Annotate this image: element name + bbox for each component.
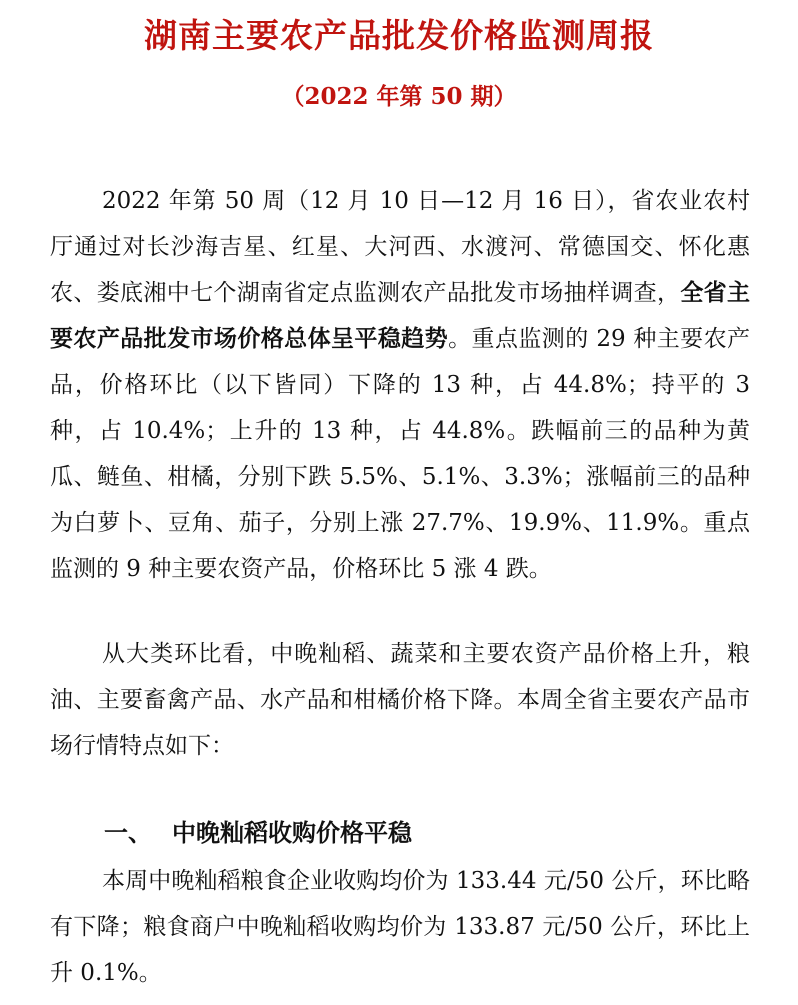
- section-heading-rice: [104, 813, 412, 853]
- report-title: 湖南主要农产品批发价格监测周报: [144, 16, 654, 55]
- section-heading-number: 一、: [104, 818, 152, 847]
- rice-price-paragraph: 本周中晚籼稻粮食企业收购均价为 133.44 元/50 公斤，环比略有下降；粮食商户中晚籼稻收购均价为 133.87 元/50 公斤，环比上升 0.1%。: [50, 868, 750, 986]
- summary-detail-text: 。重点监测的 29 种主要农产品，价格环比（以下皆同）下降的 13 种，占 44.8%；持平的 3 种，占 10.4%；上升的 13 种，占 44.8%。跌幅前三的品种为黄瓜、鲢鱼、柑橘，分别下跌 5.5%、5.1%、3.3%；涨幅前三的品种为白萝卜、豆角、茄子，分别上涨 27.7%、19.9%、11.9%。重点监测的 9 种主要农资产品，价格环比 5 涨 4 跌。: [50, 326, 751, 582]
- section-heading-title: 中晚籼稻收购价格平稳: [172, 818, 412, 847]
- summary-paragraph: [50, 178, 750, 592]
- report-issue-subtitle: （2022 年第 50 期）: [281, 83, 517, 110]
- summary-key-finding: 全省主要农产品批发市场价格总体呈平稳趋势: [50, 279, 751, 352]
- summary-lead-text: 2022 年第 50 周（12 月 10 日—12 月 16 日），省农业农村厅通过对长沙海吉星、红星、大河西、水渡河、常德国交、怀化惠农、娄底湘中七个湖南省定点监测农产品批发市场抽样调查，: [50, 188, 750, 306]
- category-overview-paragraph: 从大类环比看，中晚籼稻、蔬菜和主要农资产品价格上升，粮油、主要畜禽产品、水产品和柑橘价格下降。本周全省主要农产品市场行情特点如下：: [50, 641, 750, 759]
